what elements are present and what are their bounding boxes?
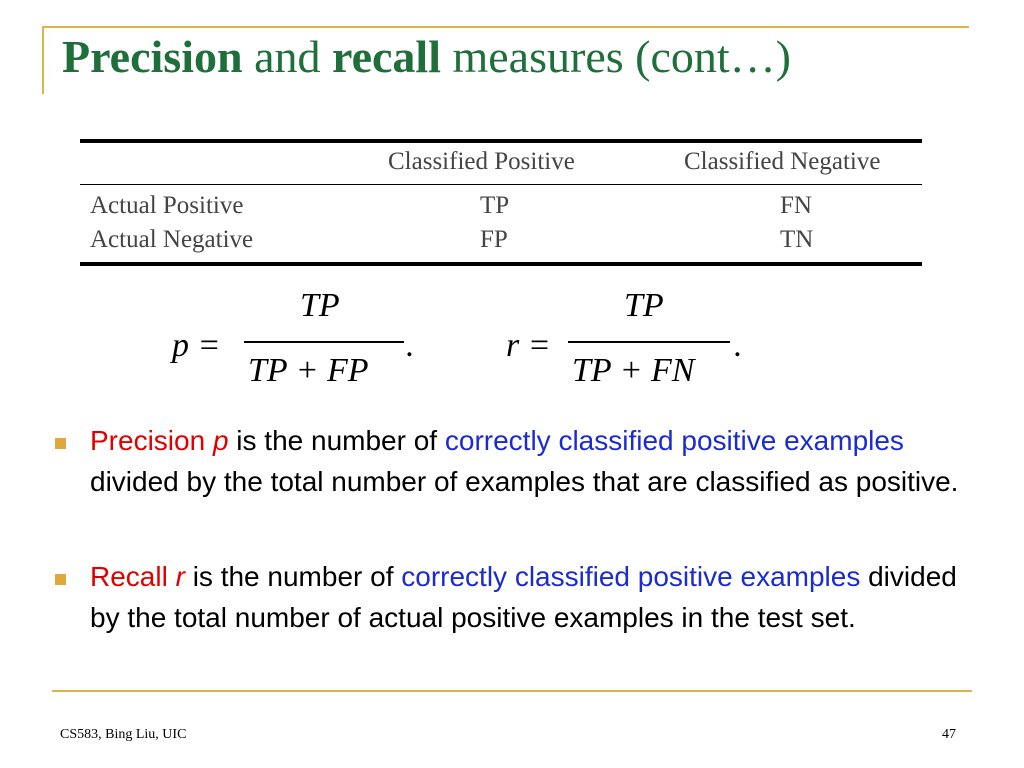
- precision-formula-lhs: p =: [172, 327, 221, 364]
- bullet-recall-highlight: correctly classified positive examples: [401, 561, 861, 592]
- title-word-precision: Precision: [62, 31, 243, 82]
- footer-rule: [52, 690, 972, 692]
- recall-period: .: [734, 327, 743, 364]
- bullet-precision-text1: is the number of: [228, 425, 445, 456]
- table-cell-fn: FN: [780, 192, 812, 219]
- title-word-measures: measures (cont…): [452, 31, 791, 82]
- table-cell-tn: TN: [780, 226, 814, 253]
- table-bottom-rule: [80, 262, 922, 266]
- footer-course-credit: CS583, Bing Liu, UIC: [60, 727, 187, 742]
- table-cell-tp: TP: [480, 192, 510, 219]
- bullet-precision-highlight: correctly classified positive examples: [444, 425, 904, 456]
- bullet-precision-symbol: p: [212, 425, 229, 456]
- footer-page-number: 47: [942, 727, 956, 742]
- bullet-square-icon: [55, 438, 66, 449]
- table-row-label-actual-positive: Actual Positive: [90, 192, 244, 219]
- recall-numerator: TP: [624, 287, 664, 324]
- precision-period: .: [406, 327, 415, 364]
- bullet-recall-text2: divided by the total number of actual positive examples in the test set.: [90, 561, 957, 633]
- recall-formula-lhs: r =: [506, 327, 551, 364]
- precision-denominator: TP + FP: [248, 352, 369, 389]
- bullet-recall-text1: is the number of: [184, 561, 402, 592]
- table-row-label-actual-negative: Actual Negative: [90, 226, 254, 253]
- recall-denominator: TP + FN: [572, 352, 695, 389]
- bullet-precision: [90, 420, 970, 502]
- recall-fraction-bar: [568, 341, 730, 343]
- bullet-recall: [90, 556, 970, 638]
- table-cell-fp: FP: [480, 226, 508, 253]
- table-header-classified-negative: Classified Negative: [684, 148, 881, 175]
- table-header-rule: [80, 184, 922, 185]
- precision-fraction-bar: [244, 341, 404, 343]
- bullet-precision-text2: divided by the total number of examples that are classified as positive.: [90, 466, 959, 497]
- bullet-recall-symbol: r: [175, 561, 185, 592]
- bullet-recall-term: Recall: [90, 561, 168, 592]
- table-header-classified-positive: Classified Positive: [388, 148, 575, 175]
- slide-title: [62, 30, 791, 83]
- title-word-recall: recall: [332, 31, 441, 82]
- bullet-square-icon: [55, 574, 66, 585]
- table-top-rule: [80, 139, 922, 143]
- bullet-precision-term: Precision: [90, 425, 206, 456]
- title-word-and: and: [254, 31, 321, 82]
- precision-numerator: TP: [300, 287, 340, 324]
